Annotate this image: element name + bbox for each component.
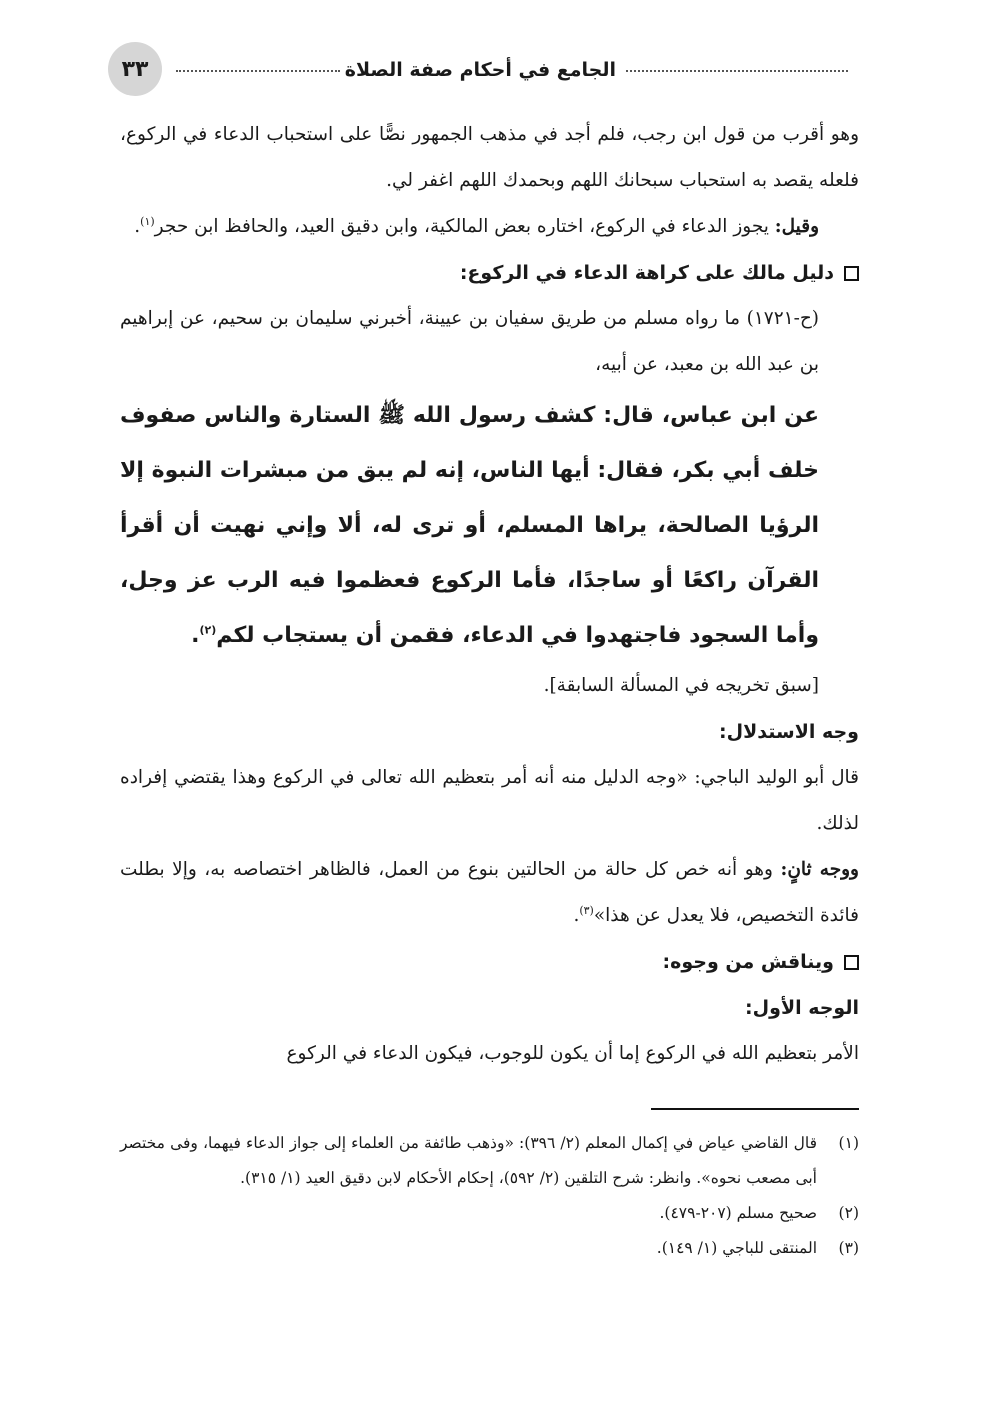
citation: [سبق تخريجه في المسألة السابقة]. bbox=[543, 675, 819, 696]
footnote bbox=[120, 1196, 859, 1231]
footnote-ref: (١) bbox=[140, 214, 155, 228]
footnote-separator bbox=[651, 1108, 859, 1110]
paragraph: (ح-١٧٢١) ما رواه مسلم من طريق سفيان بن عيينة، أخبرني سليمان بن سحيم، عن إبراهيم بن عبد الله بن معبد، عن أبيه، bbox=[120, 308, 819, 375]
section-heading bbox=[120, 939, 859, 985]
header-dotted-rule-left bbox=[176, 70, 340, 72]
footnote-text: المنتقى للباجي (١/ ١٤٩). bbox=[656, 1239, 817, 1257]
paragraph: الأمر بتعظيم الله في الركوع إما أن يكون للوجوب، فيكون الدعاء في الركوع bbox=[286, 1043, 859, 1064]
main-text bbox=[120, 112, 859, 1077]
page-number: ٣٣ bbox=[108, 42, 162, 96]
paragraph bbox=[120, 847, 859, 939]
hadith-end: . bbox=[191, 623, 200, 648]
section-heading bbox=[120, 250, 859, 296]
footnote bbox=[120, 1126, 859, 1196]
paragraph: وهو أقرب من قول ابن رجب، فلم أجد في مذهب الجمهور نصًّا على استحباب الدعاء في الركوع، فلعله يقصد به استحباب سبحانك اللهم وبحمدك اللهم اغفر لي. bbox=[120, 124, 859, 191]
paragraph-end: . bbox=[573, 905, 580, 926]
hadith-text bbox=[120, 388, 859, 663]
paragraph-body: وهو أنه خص كل حالة من الحالتين بنوع من العمل، فالظاهر اختصاصه به، وإلا بطلت فائدة التخصيص، فلا يعدل عن هذا» bbox=[120, 859, 859, 926]
paragraph bbox=[120, 204, 859, 250]
hadith-body: عن ابن عباس، قال: كشف رسول الله ﷺ الستارة والناس صفوف خلف أبي بكر، فقال: أيها الناس، إنه لم يبق من مبشرات النبوة إلا الرؤيا الصالحة، يراها المسلم، أو ترى له، ألا وإني نهيت أن أقرأ القرآن راكعًا أو ساجدًا، فأما الركوع فعظموا فيه الرب عز وجل، وأما السجود فاجتهدوا في الدعاء، فقمن أن يستجاب لكم bbox=[120, 403, 819, 648]
footnote-text: صحيح مسلم (٢٠٧-٤٧٩). bbox=[659, 1204, 817, 1222]
section-heading: وجه الاستدلال: bbox=[719, 721, 859, 743]
footnote-ref: (٣) bbox=[579, 903, 594, 917]
footnote-number: (١) bbox=[838, 1134, 859, 1152]
paragraph-body: يجوز الدعاء في الركوع، اختاره بعض المالكية، وابن دقيق العيد، والحافظ ابن حجر bbox=[154, 216, 775, 237]
header-dotted-rule-right bbox=[626, 70, 848, 72]
section-heading: الوجه الأول: bbox=[745, 997, 859, 1019]
checkbox-square-icon bbox=[844, 266, 859, 281]
running-title: الجامع في أحكام صفة الصلاة bbox=[344, 59, 616, 81]
paragraph: قال أبو الوليد الباجي: «وجه الدليل منه أنه أمر بتعظيم الله تعالى في الركوع وهذا يقتضي إفراده لذلك. bbox=[120, 767, 859, 834]
footnote-number: (٣) bbox=[838, 1239, 859, 1257]
paragraph-lead: وقيل: bbox=[774, 216, 819, 237]
paragraph-end: . bbox=[134, 216, 141, 237]
footnote-text: قال القاضي عياض في إكمال المعلم (٢/ ٣٩٦): «وذهب طائفة من العلماء إلى جواز الدعاء فيهما، وفى مختصر أبى مصعب نحوه». وانظر: شرح التلقين (٢/ ٥٩٢)، إحكام الأحكام لابن دقيق العيد (١/ ٣١٥). bbox=[120, 1134, 817, 1187]
section-heading-text: ويناقش من وجوه: bbox=[662, 951, 834, 973]
checkbox-square-icon bbox=[844, 955, 859, 970]
page-header bbox=[108, 40, 848, 96]
footnote bbox=[120, 1231, 859, 1266]
footnotes bbox=[120, 1126, 859, 1266]
footnote-number: (٢) bbox=[838, 1204, 859, 1222]
footnote-ref: (٢) bbox=[199, 623, 217, 637]
section-heading-text: دليل مالك على كراهة الدعاء في الركوع: bbox=[459, 262, 834, 284]
paragraph-lead: ووجه ثانٍ: bbox=[780, 859, 859, 880]
